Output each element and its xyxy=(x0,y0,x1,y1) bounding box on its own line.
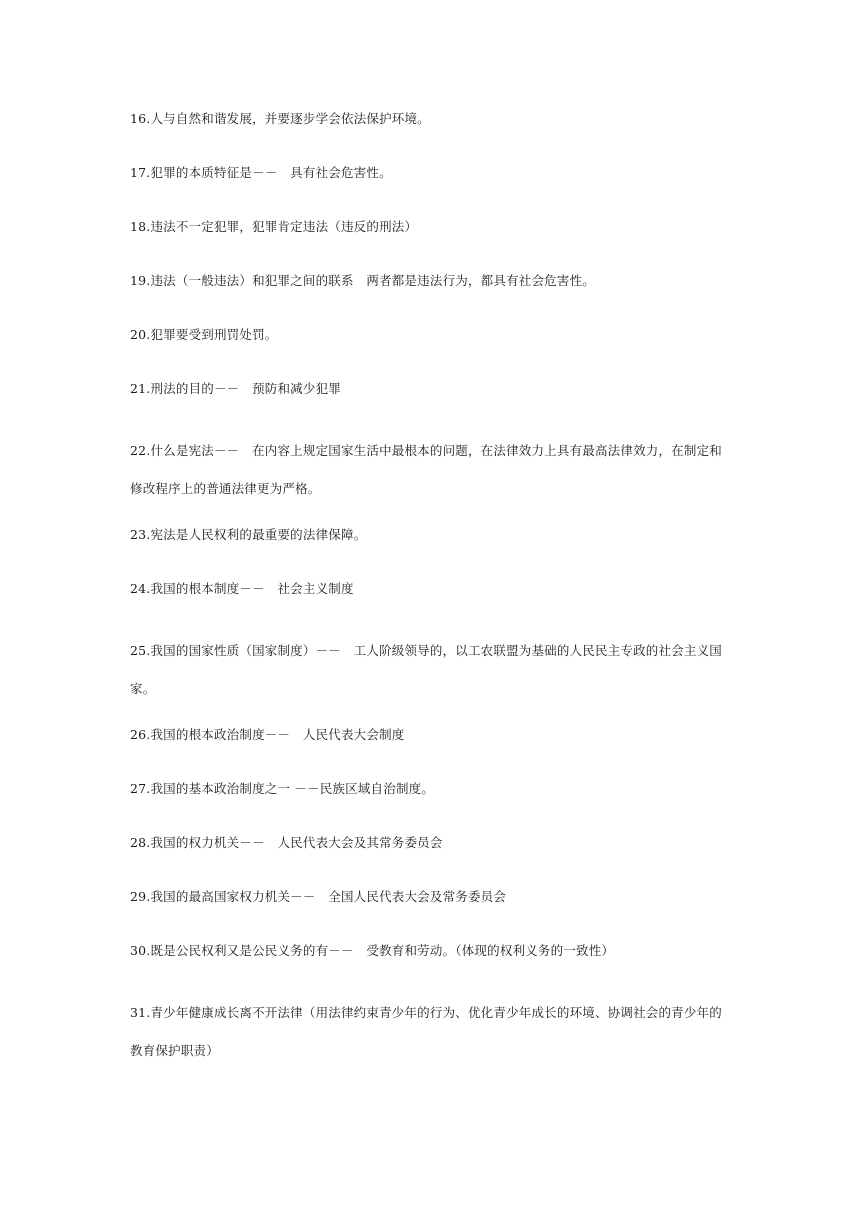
list-item: 16.人与自然和谐发展，并要逐步学会依法保护环境。 xyxy=(130,111,430,126)
list-item: 28.我国的权力机关－－ 人民代表大会及其常务委员会 xyxy=(130,835,443,850)
list-item: 25.我国的国家性质（国家制度）－－ 工人阶级领导的，以工农联盟为基础的人民民主专政的社会主义国家。 xyxy=(130,643,722,696)
list-item: 18.违法不一定犯罪，犯罪肯定违法（违反的刑法） xyxy=(130,219,418,234)
list-item: 24.我国的根本制度－－ 社会主义制度 xyxy=(130,581,354,596)
list-item: 17.犯罪的本质特征是－－ 具有社会危害性。 xyxy=(130,165,392,180)
list-item: 27.我国的基本政治制度之一 －－民族区域自治制度。 xyxy=(130,781,435,796)
list-item: 31.青少年健康成长离不开法律（用法律约束青少年的行为、优化青少年成长的环境、协调社会的青少年的教育保护职责） xyxy=(130,1005,722,1058)
list-item: 26.我国的根本政治制度－－ 人民代表大会制度 xyxy=(130,727,405,742)
list-item: 29.我国的最高国家权力机关－－ 全国人民代表大会及常务委员会 xyxy=(130,889,507,904)
list-item: 23.宪法是人民权利的最重要的法律保障。 xyxy=(130,527,367,542)
list-item: 22.什么是宪法－－ 在内容上规定国家生活中最根本的问题，在法律效力上具有最高法律效力，在制定和修改程序上的普通法律更为严格。 xyxy=(130,443,722,496)
list-item: 30.既是公民权利又是公民义务的有－－ 受教育和劳动。（体现的权利义务的一致性） xyxy=(130,943,615,958)
list-item: 20.犯罪要受到刑罚处罚。 xyxy=(130,327,278,342)
document-body xyxy=(130,108,732,1086)
list-item: 19.违法（一般违法）和犯罪之间的联系 两者都是违法行为，都具有社会危害性。 xyxy=(130,273,595,288)
list-item: 21.刑法的目的－－ 预防和减少犯罪 xyxy=(130,381,341,396)
